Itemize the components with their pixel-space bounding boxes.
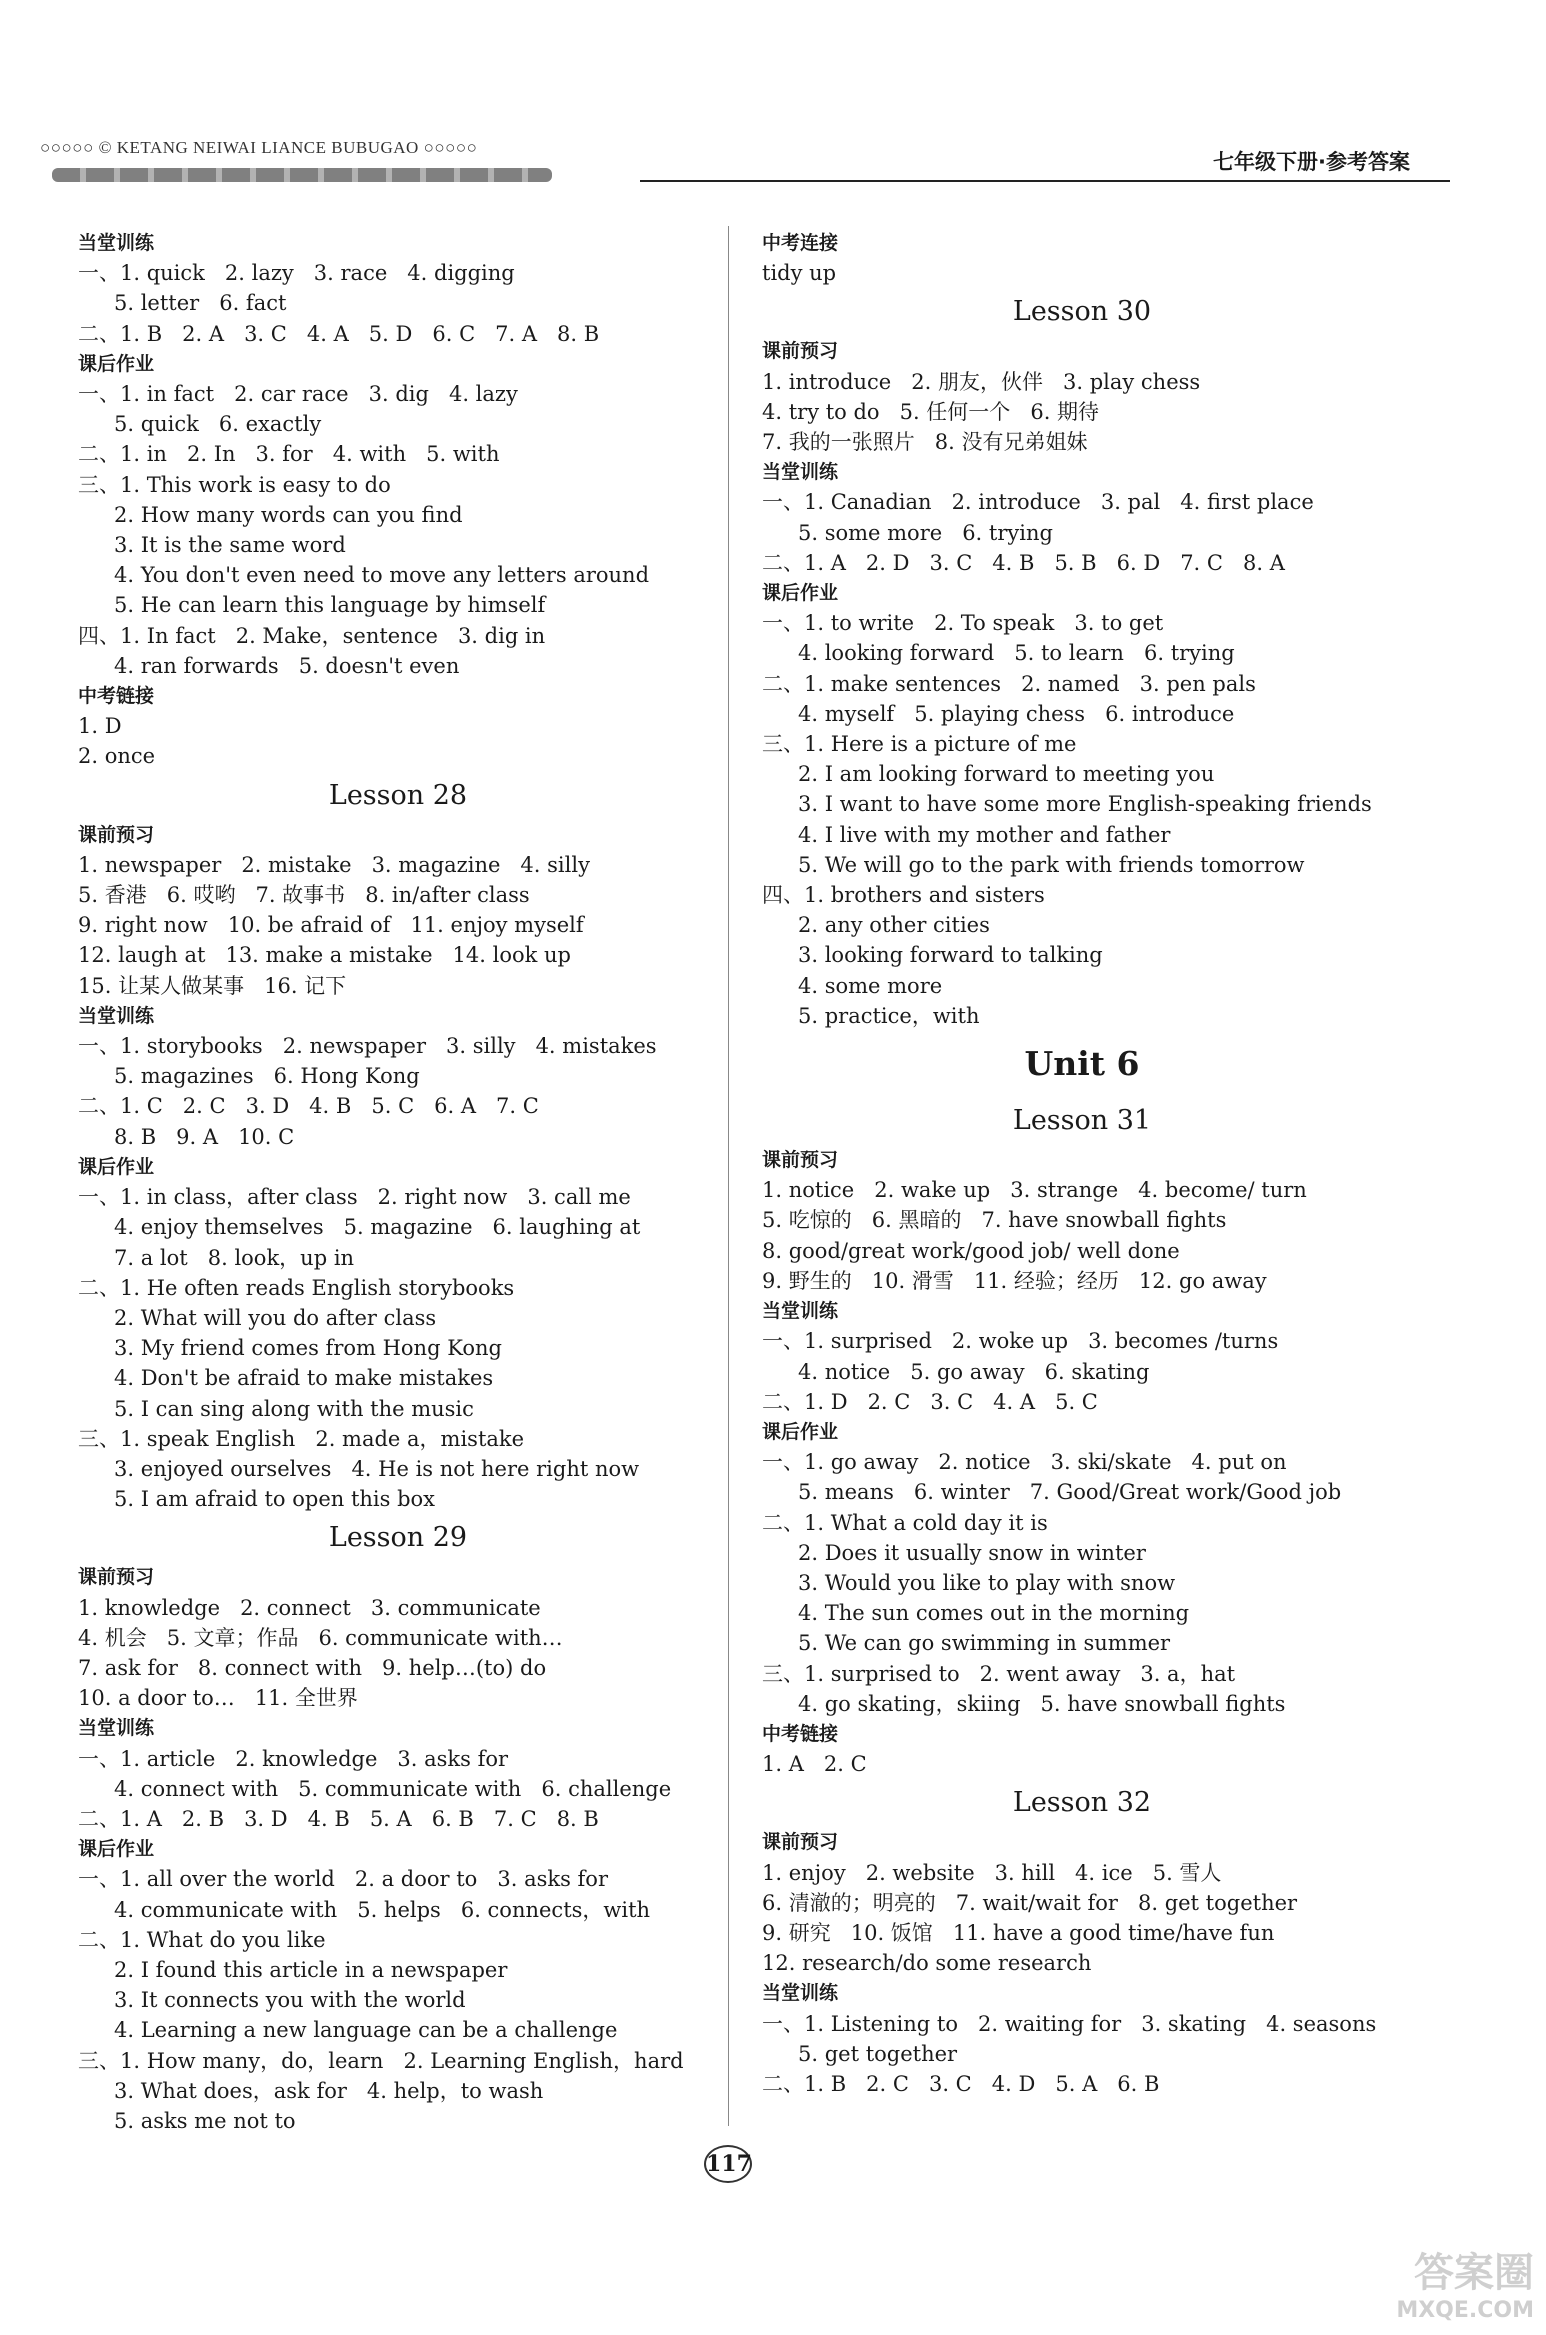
answer-line: 2. Does it usually snow in winter [798, 1540, 1146, 1565]
answer-line: 5. get together [798, 2041, 958, 2066]
answer-line: 5. I can sing along with the music [114, 1396, 474, 1421]
column-divider [728, 226, 729, 2126]
section-heading: 课前预习 [762, 340, 839, 363]
answer-line: 9. 野生的 10. 滑雪 11. 经验；经历 12. go away [762, 1268, 1267, 1293]
answer-line: 1. introduce 2. 朋友，伙伴 3. play chess [762, 369, 1201, 394]
answer-line: 二、1. What do you like [78, 1927, 326, 1952]
lesson-heading: Lesson 31 [1012, 1105, 1152, 1137]
answer-line: 二、1. A 2. D 3. C 4. B 5. B 6. D 7. C 8. A [762, 550, 1285, 575]
answer-line: 2. I found this article in a newspaper [114, 1957, 508, 1982]
answer-line: 4. I live with my mother and father [798, 822, 1171, 847]
answer-line: 15. 让某人做某事 16. 记下 [78, 973, 347, 998]
answer-line: 4. The sun comes out in the morning [798, 1601, 1190, 1626]
answer-line: 1. newspaper 2. mistake 3. magazine 4. silly [78, 852, 590, 877]
answer-line: 二、1. He often reads English storybooks [78, 1275, 515, 1300]
answer-line: 二、1. C 2. C 3. D 4. B 5. C 6. A 7. C [78, 1094, 539, 1119]
answer-line: 三、1. speak English 2. made a，mistake [78, 1426, 525, 1451]
answer-line: 8. B 9. A 10. C [114, 1124, 295, 1149]
answer-line: 4. try to do 5. 任何一个 6. 期待 [762, 399, 1100, 424]
answer-line: 7. ask for 8. connect with 9. help…(to) do [78, 1655, 547, 1680]
answer-line: 7. a lot 8. look，up in [114, 1245, 355, 1270]
answer-line: 5. letter 6. fact [114, 291, 287, 316]
lesson-heading: Lesson 29 [328, 1522, 468, 1554]
answer-line: 四、1. In fact 2. Make，sentence 3. dig in [78, 623, 546, 648]
answer-line: 2. any other cities [798, 913, 990, 938]
unit-heading: Unit 6 [1024, 1044, 1140, 1084]
right-column [762, 228, 1402, 2099]
answer-line: 4. looking forward 5. to learn 6. trying [798, 641, 1235, 666]
section-heading: 课前预习 [78, 823, 155, 846]
answer-line: 2. I am looking forward to meeting you [798, 762, 1215, 787]
answer-line: 4. Learning a new language can be a challenge [114, 2018, 618, 2043]
answer-line: 5. some more 6. trying [798, 520, 1053, 545]
answer-line: 4. communicate with 5. helps 6. connects，with [114, 1897, 651, 1922]
answer-line: 4. ran forwards 5. doesn't even [114, 653, 460, 678]
section-heading: 当堂训练 [762, 1982, 839, 2005]
answer-line: 二、1. B 2. A 3. C 4. A 5. D 6. C 7. A 8. B [78, 321, 600, 346]
header-rule [640, 180, 1450, 182]
answer-line: 5. 吃惊的 6. 黑暗的 7. have snowball fights [762, 1208, 1227, 1233]
section-heading: 当堂训练 [78, 1004, 155, 1027]
answer-line: 2. What will you do after class [114, 1305, 437, 1330]
answer-line: 4. notice 5. go away 6. skating [798, 1359, 1150, 1384]
answer-line: tidy up [762, 261, 837, 286]
answer-line: 一、1. article 2. knowledge 3. asks for [78, 1746, 509, 1771]
section-heading: 当堂训练 [762, 461, 839, 484]
answer-line: 3. looking forward to talking [798, 943, 1103, 968]
answer-line: 4. myself 5. playing chess 6. introduce [798, 701, 1235, 726]
watermark [1396, 2241, 1534, 2323]
answer-line: 一、1. quick 2. lazy 3. race 4. digging [78, 261, 515, 286]
section-heading: 中考链接 [762, 1722, 839, 1745]
section-heading: 课后作业 [762, 582, 839, 605]
answer-line: 三、1. surprised to 2. went away 3. a，hat [762, 1661, 1236, 1686]
section-heading: 当堂训练 [78, 232, 155, 254]
lesson-heading: Lesson 28 [328, 779, 468, 811]
section-heading: 当堂训练 [78, 1717, 155, 1740]
book-title: 七年级下册·参考答案 [1213, 150, 1410, 174]
section-heading: 课后作业 [78, 1838, 155, 1861]
answer-line: 2. How many words can you find [114, 502, 463, 527]
decorative-band [52, 168, 552, 182]
answer-line: 4. Don't be afraid to make mistakes [114, 1366, 494, 1391]
answer-line: 5. means 6. winter 7. Good/Great work/Good job [798, 1480, 1342, 1505]
section-heading: 课前预习 [762, 1831, 839, 1854]
answer-line: 一、1. to write 2. To speak 3. to get [762, 611, 1164, 636]
answer-line: 5. We can go swimming in summer [798, 1631, 1171, 1656]
lesson-heading: Lesson 32 [1012, 1787, 1152, 1819]
answer-line: 一、1. Listening to 2. waiting for 3. skating 4. seasons [762, 2011, 1377, 2036]
answer-line: 三、1. How many，do，learn 2. Learning English，hard [78, 2048, 684, 2073]
answer-line: 一、1. storybooks 2. newspaper 3. silly 4. mistakes [78, 1034, 657, 1059]
answer-line: 5. We will go to the park with friends tomorrow [798, 852, 1305, 877]
answer-line: 5. 香港 6. 哎哟 7. 故事书 8. in/after class [78, 883, 530, 908]
left-column [78, 228, 718, 2136]
answer-line: 5. He can learn this language by himself [114, 593, 546, 618]
answer-line: 一、1. in fact 2. car race 3. dig 4. lazy [78, 382, 518, 407]
answer-line: 3. I want to have some more English-speaking friends [798, 792, 1372, 817]
brand-text: ○○○○○ © KETANG NEIWAI LIANCE BUBUGAO ○○○○○ [40, 138, 478, 157]
answer-line: 二、1. A 2. B 3. D 4. B 5. A 6. B 7. C 8. B [78, 1806, 599, 1831]
answer-line: 3. It connects you with the world [114, 1988, 466, 2013]
answer-line: 3. What does，ask for 4. help，to wash [114, 2078, 544, 2103]
answer-line: 1. A 2. C [762, 1752, 867, 1777]
answer-line: 10. a door to… 11. 全世界 [78, 1686, 358, 1711]
answer-line: 5. I am afraid to open this box [114, 1487, 436, 1512]
section-heading: 课后作业 [78, 352, 155, 375]
page-header [40, 128, 1410, 190]
answer-line: 5. quick 6. exactly [114, 412, 322, 437]
answer-line: 1. enjoy 2. website 3. hill 4. ice 5. 雪人 [762, 1860, 1222, 1885]
answer-line: 一、1. surprised 2. woke up 3. becomes /turns [762, 1329, 1279, 1354]
watermark-logo-text: 答案圈 [1414, 2250, 1534, 2296]
answer-line: 5. practice，with [798, 1003, 980, 1028]
lesson-heading: Lesson 30 [1012, 296, 1152, 328]
answer-line: 7. 我的一张照片 8. 没有兄弟姐妹 [762, 430, 1088, 455]
answer-line: 5. magazines 6. Hong Kong [114, 1064, 420, 1089]
answer-line: 4. connect with 5. communicate with 6. challenge [114, 1776, 672, 1801]
answer-line: 一、1. go away 2. notice 3. ski/skate 4. put on [762, 1450, 1287, 1475]
answer-line: 三、1. Here is a picture of me [762, 732, 1077, 757]
answer-line: 1. D [78, 714, 122, 739]
section-heading: 课后作业 [762, 1420, 839, 1443]
answer-line: 一、1. Canadian 2. introduce 3. pal 4. first place [762, 490, 1314, 515]
answer-line: 四、1. brothers and sisters [762, 883, 1045, 908]
answer-line: 12. laugh at 13. make a mistake 14. look up [78, 943, 571, 968]
answer-line: 4. You don't even need to move any letters around [114, 563, 650, 588]
answer-line: 一、1. in class，after class 2. right now 3. call me [78, 1185, 631, 1210]
section-heading: 中考连接 [762, 232, 839, 254]
answer-line: 6. 清澈的；明亮的 7. wait/wait for 8. get together [762, 1890, 1298, 1915]
answer-line: 二、1. What a cold day it is [762, 1510, 1048, 1535]
answer-line: 4. some more [798, 973, 943, 998]
page-footer [628, 2145, 828, 2195]
answer-line: 2. once [78, 744, 156, 769]
answer-line: 8. good/great work/good job/ well done [762, 1238, 1180, 1263]
answer-line: 二、1. D 2. C 3. C 4. A 5. C [762, 1389, 1098, 1414]
answer-line: 二、1. make sentences 2. named 3. pen pals [762, 671, 1256, 696]
watermark-url: MXQE.COM [1396, 2298, 1534, 2323]
answer-line: 3. Would you like to play with snow [798, 1570, 1176, 1595]
answer-line: 4. 机会 5. 文章；作品 6. communicate with… [78, 1625, 563, 1650]
answer-line: 9. right now 10. be afraid of 11. enjoy myself [78, 913, 584, 938]
answer-line: 12. research/do some research [762, 1951, 1092, 1976]
answer-line: 二、1. in 2. In 3. for 4. with 5. with [78, 442, 500, 467]
section-heading: 当堂训练 [762, 1300, 839, 1323]
answer-line: 9. 研究 10. 饭馆 11. have a good time/have fun [762, 1920, 1275, 1945]
answer-line: 1. knowledge 2. connect 3. communicate [78, 1595, 541, 1620]
answer-line: 5. asks me not to [114, 2108, 296, 2133]
answer-line: 3. My friend comes from Hong Kong [114, 1336, 502, 1361]
page-number: 117 [704, 2145, 752, 2183]
section-heading: 课前预习 [762, 1149, 839, 1172]
answer-line: 4. enjoy themselves 5. magazine 6. laughing at [114, 1215, 641, 1240]
section-heading: 中考链接 [78, 685, 155, 708]
answer-line: 1. notice 2. wake up 3. strange 4. become/ turn [762, 1178, 1307, 1203]
answer-line: 3. It is the same word [114, 533, 346, 558]
answer-line: 三、1. This work is easy to do [78, 472, 391, 497]
section-heading: 课后作业 [78, 1155, 155, 1178]
answer-line: 3. enjoyed ourselves 4. He is not here right now [114, 1456, 640, 1481]
answer-line: 一、1. all over the world 2. a door to 3. asks for [78, 1867, 608, 1892]
section-heading: 课前预习 [78, 1566, 155, 1589]
answer-line: 4. go skating，skiing 5. have snowball fights [798, 1691, 1286, 1716]
answer-line: 二、1. B 2. C 3. C 4. D 5. A 6. B [762, 2071, 1160, 2096]
